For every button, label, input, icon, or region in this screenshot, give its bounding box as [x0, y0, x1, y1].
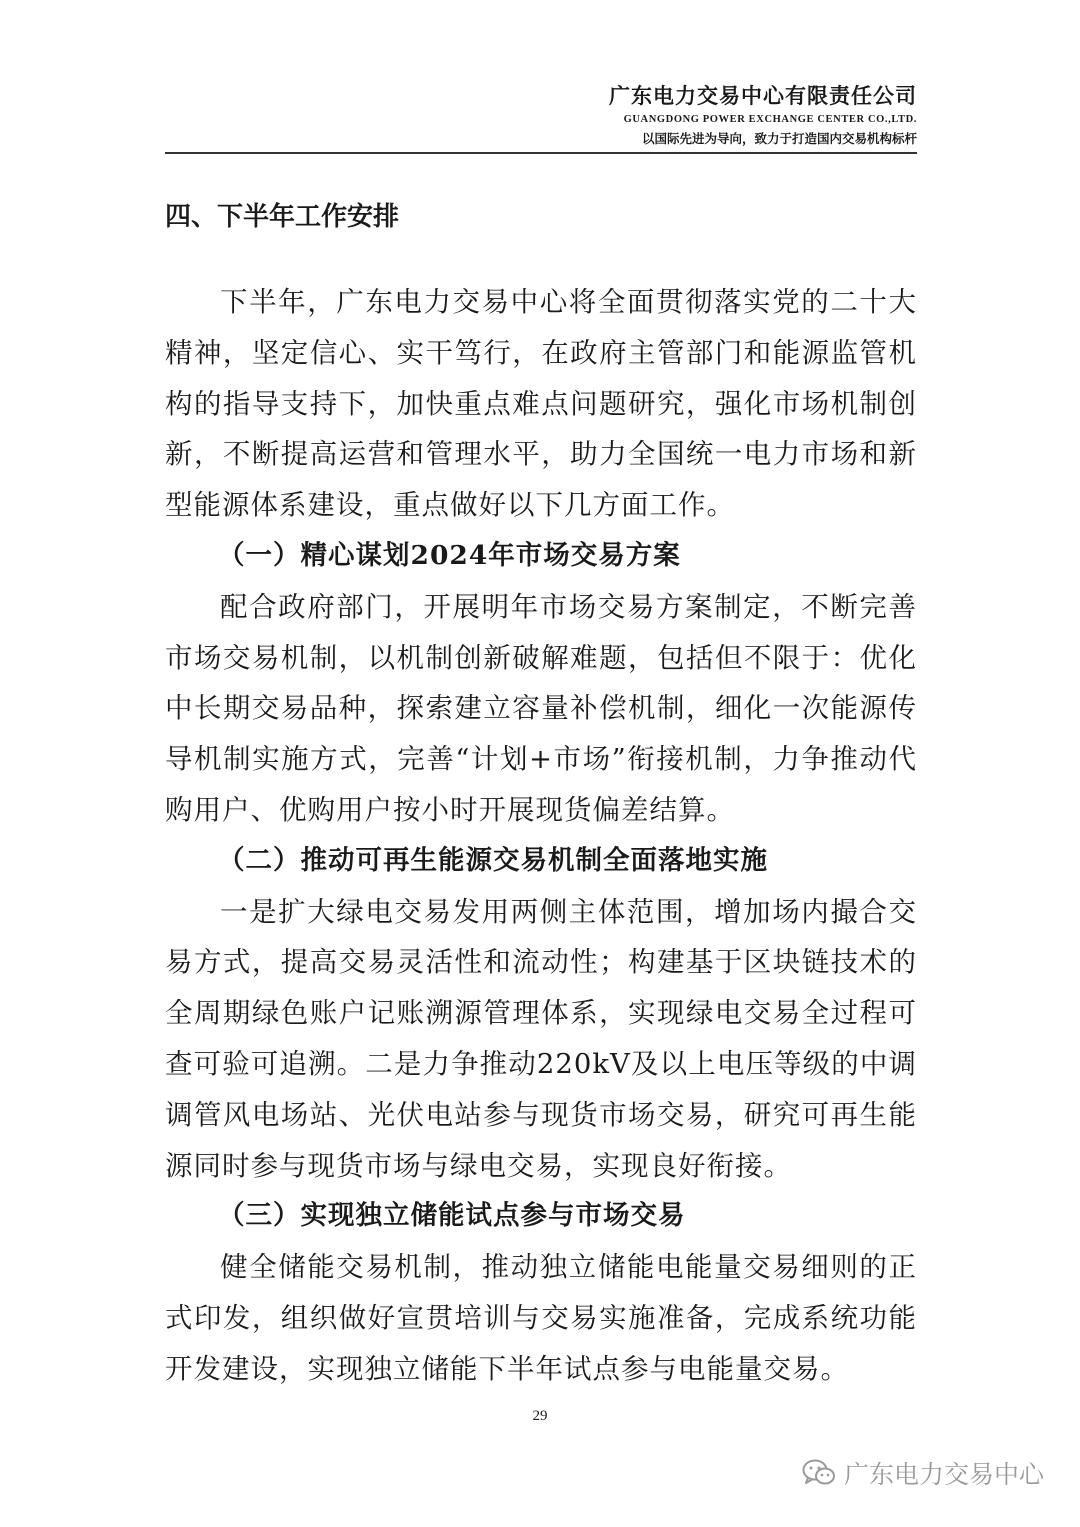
wechat-icon: [802, 1459, 836, 1487]
header-divider: [165, 152, 917, 154]
subsection-heading: （一）精心谋划2024年市场交易方案: [218, 539, 681, 571]
document-body: [165, 195, 917, 1395]
subsection-heading: （二）推动可再生能源交易机制全面落地实施: [218, 844, 768, 876]
subsection-body: 一是扩大绿电交易发用两侧主体范围，增加场内撮合交易方式，提高交易灵活性和流动性；构建基于区块链技术的全周期绿色账户记账溯源管理体系，实现绿电交易全过程可查可验可追溯。二是力争推动220kV及以上电压等级的中调调管风电场站、光伏电站参与现货市场交易，研究可再生能源同时参与现货市场与绿电交易，实现良好衔接。: [165, 895, 917, 1182]
document-header: [165, 82, 917, 148]
wechat-watermark: [802, 1455, 1044, 1491]
subsection-body: 健全储能交易机制，推动独立储能电能量交易细则的正式印发，组织做好宣贯培训与交易实施准备，完成系统功能开发建设，实现独立储能下半年试点参与电能量交易。: [165, 1251, 917, 1385]
subsection-heading: （三）实现独立储能试点参与市场交易: [218, 1200, 686, 1232]
section-title: 四、下半年工作安排: [165, 202, 400, 232]
watermark-text: 广东电力交易中心: [843, 1460, 1044, 1489]
page-number: 29: [532, 1408, 548, 1424]
intro-paragraph: 下半年，广东电力交易中心将全面贯彻落实党的二十大精神，坚定信心、实干笃行，在政府主管部门和能源监管机构的指导支持下，加快重点难点问题研究，强化市场机制创新，不断提高运营和管理水平，助力全国统一电力市场和新型能源体系建设，重点做好以下几方面工作。: [165, 286, 917, 522]
subsection-body: 配合政府部门，开展明年市场交易方案制定，不断完善市场交易机制，以机制创新破解难题，包括但不限于：优化中长期交易品种，探索建立容量补偿机制，细化一次能源传导机制实施方式，完善“计划+市场”衔接机制，力争推动代购用户、优购用户按小时开展现货偏差结算。: [165, 590, 917, 826]
organization-slogan: 以国际先进为导向，致力于打造国内交易机构标杆: [641, 131, 917, 146]
organization-name-english: GUANGDONG POWER EXCHANGE CENTER CO.,LTD.: [623, 114, 917, 125]
organization-name: 广东电力交易中心有限责任公司: [609, 84, 917, 108]
